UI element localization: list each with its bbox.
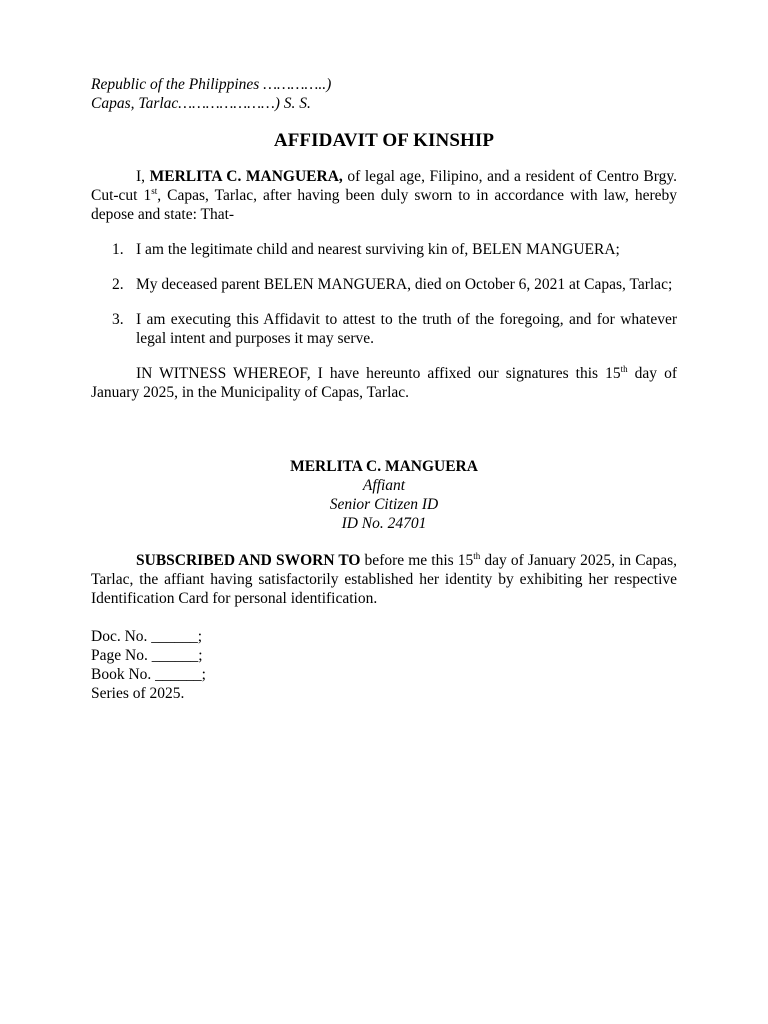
series-line: Series of 2025. <box>91 685 185 702</box>
jurat-text-2: day of January 2025, in Capas, Tarlac, the affiant having satisfactorily established her identity by exhibiting her respective Identification Card for personal identification. <box>91 552 677 607</box>
statement-item <box>91 310 677 348</box>
signatory-role: Affiant <box>362 477 406 494</box>
venue-line-republic: Republic of the Philippines …………..) <box>91 76 332 93</box>
witness-text-2: day of January 2025, in the Municipality of Capas, Tarlac. <box>91 365 677 401</box>
statement-number: 1. <box>112 241 124 258</box>
intro-text-2: , Capas, Tarlac, after having been duly sworn to in accordance with law, hereby depose and state: That- <box>91 187 677 223</box>
witness-ordinal-suffix: th <box>620 364 628 374</box>
jurat-lead: SUBSCRIBED AND SWORN TO <box>136 552 361 569</box>
statement-number: 3. <box>112 311 124 328</box>
book-number-line: Book No. ______; <box>91 666 206 683</box>
jurat-paragraph <box>91 551 677 608</box>
document-title: AFFIDAVIT OF KINSHIP <box>273 130 495 151</box>
affiant-name-inline: MERLITA C. MANGUERA, <box>149 168 343 185</box>
intro-paragraph <box>91 167 677 224</box>
affidavit-page <box>91 75 677 703</box>
witness-paragraph <box>91 364 677 402</box>
statement-list <box>91 240 677 348</box>
intro-text-1: of legal age, Filipino, and a resident of Centro Brgy. Cut-cut 1 <box>91 168 677 204</box>
signatory-id-type: Senior Citizen ID <box>329 496 439 513</box>
jurat-ordinal-suffix: th <box>473 551 481 561</box>
statement-item <box>91 240 677 259</box>
venue-block <box>91 75 677 113</box>
signatory-name: MERLITA C. MANGUERA <box>290 458 478 475</box>
statement-item <box>91 275 677 294</box>
page-number-line: Page No. ______; <box>91 647 203 664</box>
statement-text: I am the legitimate child and nearest surviving kin of, BELEN MANGUERA; <box>136 241 620 258</box>
intro-prefix: I, <box>136 168 150 185</box>
doc-number-line: Doc. No. ______; <box>91 628 203 645</box>
intro-ordinal-suffix: st <box>151 186 158 196</box>
signatory-id-number: ID No. 24701 <box>341 515 427 532</box>
statement-number: 2. <box>112 276 124 293</box>
notarial-register <box>91 627 677 703</box>
jurat-text-1: before me this 15 <box>360 552 474 569</box>
statement-text: My deceased parent BELEN MANGUERA, died on October 6, 2021 at Capas, Tarlac; <box>136 276 673 293</box>
venue-line-capas: Capas, Tarlac…………………) S. S. <box>91 95 311 112</box>
statement-text: I am executing this Affidavit to attest to the truth of the foregoing, and for whatever legal intent and purposes it may serve. <box>136 311 677 347</box>
witness-text-1: IN WITNESS WHEREOF, I have hereunto affixed our signatures this 15 <box>136 365 621 382</box>
signature-block <box>91 457 677 533</box>
